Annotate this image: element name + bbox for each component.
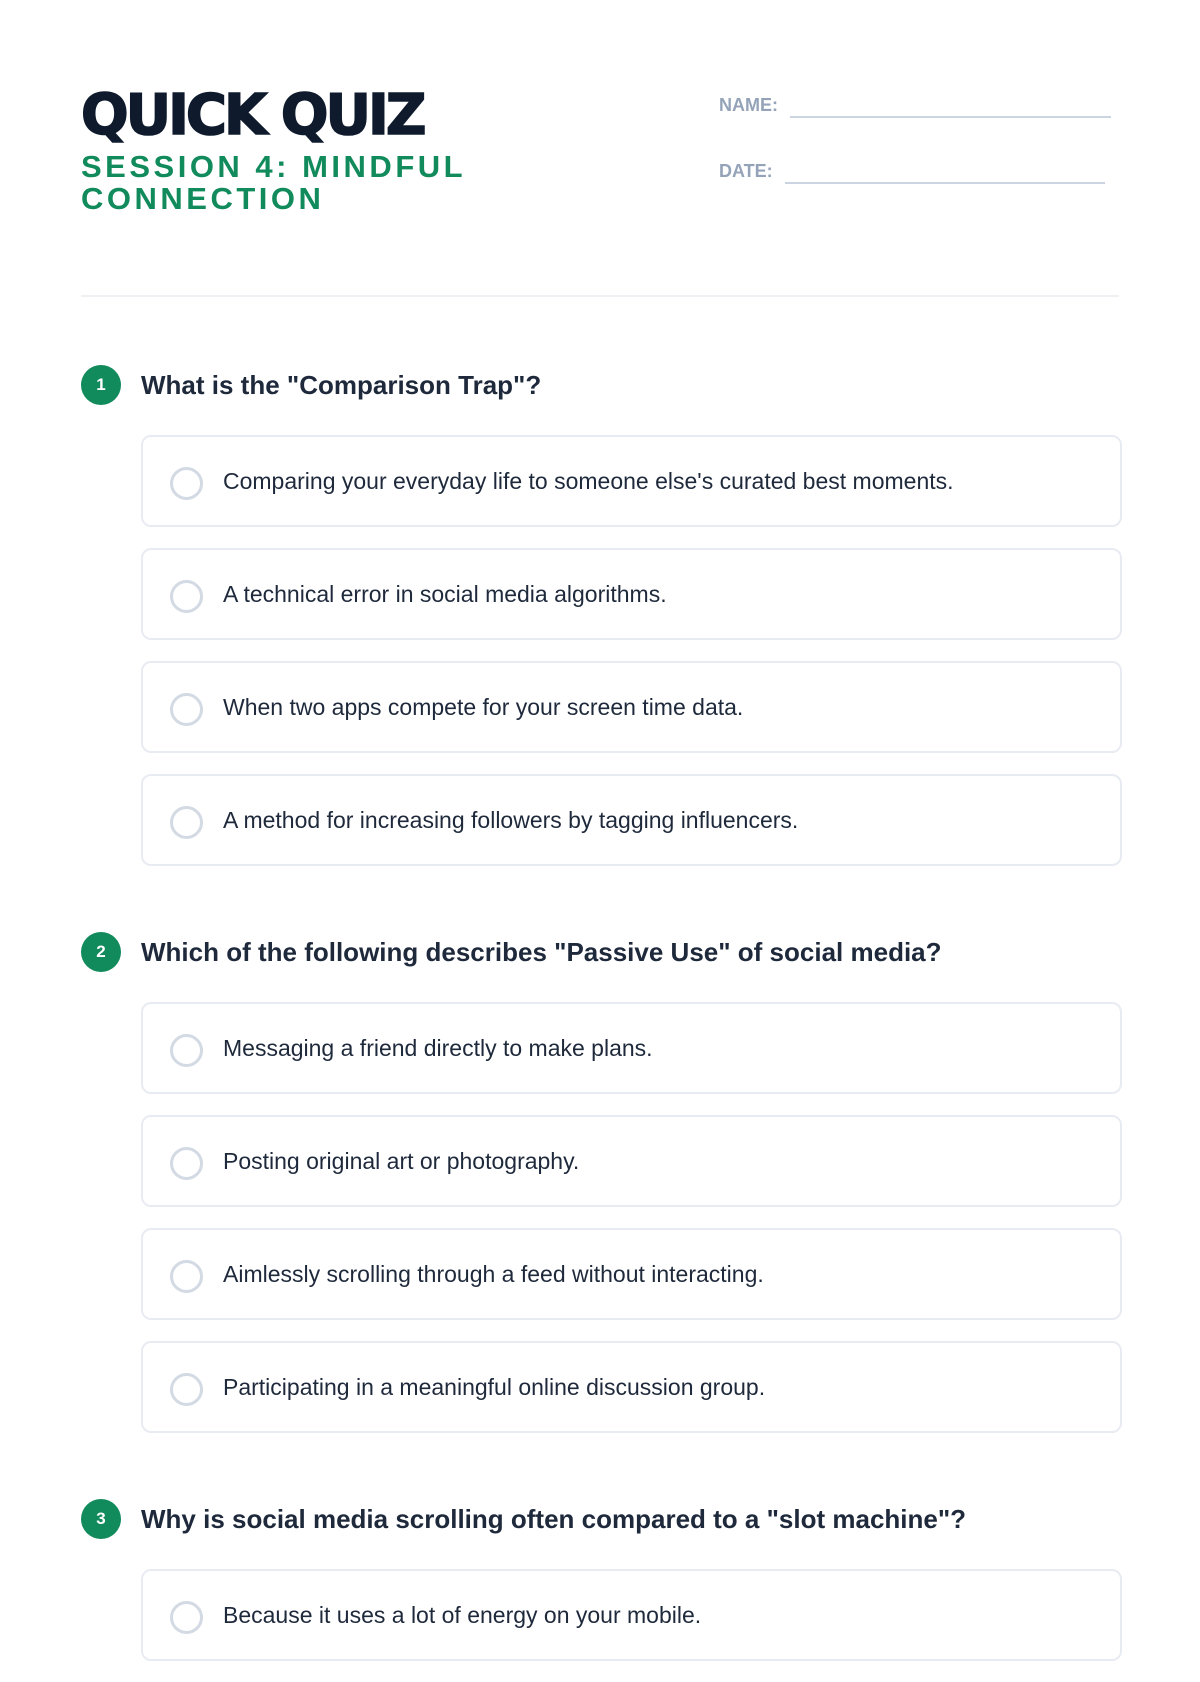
radio-button[interactable] — [170, 467, 203, 500]
question-3 — [81, 1499, 1122, 1628]
question-number-badge: 3 — [81, 1499, 121, 1539]
radio-button[interactable] — [170, 1373, 203, 1406]
quiz-header — [81, 0, 1119, 297]
date-label: DATE: — [719, 161, 773, 181]
answer-option[interactable] — [141, 435, 1122, 527]
radio-button[interactable] — [170, 1034, 203, 1067]
radio-button[interactable] — [170, 806, 203, 839]
answer-text: Aimlessly scrolling through a feed without interacting. — [223, 1261, 764, 1287]
question-text: Which of the following describes "Passive Use" of social media? — [141, 937, 942, 967]
answer-text: Comparing your everyday life to someone else's curated best moments. — [223, 468, 954, 494]
name-label: NAME: — [719, 95, 778, 115]
answer-text: A method for increasing followers by tagging influencers. — [223, 807, 799, 833]
question-number-badge: 2 — [81, 932, 121, 972]
question-number-badge: 1 — [81, 365, 121, 405]
answer-option[interactable] — [141, 1569, 1122, 1661]
radio-button[interactable] — [170, 1601, 203, 1634]
question-header — [81, 932, 1122, 972]
answer-option[interactable] — [141, 774, 1122, 866]
answer-text: Participating in a meaningful online discussion group. — [223, 1374, 766, 1400]
answer-option[interactable] — [141, 661, 1122, 753]
question-header — [81, 365, 1122, 405]
answer-options — [141, 1002, 1122, 1454]
answer-option[interactable] — [141, 548, 1122, 640]
answer-option[interactable] — [141, 1115, 1122, 1207]
date-field[interactable] — [785, 152, 1105, 184]
answer-option[interactable] — [141, 1341, 1122, 1433]
answer-text: When two apps compete for your screen time data. — [223, 694, 744, 720]
answer-text: Messaging a friend directly to make plans. — [223, 1035, 653, 1061]
question-header — [81, 1499, 1122, 1539]
answer-options — [141, 435, 1122, 887]
question-1 — [81, 365, 1122, 833]
date-row — [719, 152, 1105, 184]
radio-button[interactable] — [170, 580, 203, 613]
radio-button[interactable] — [170, 1147, 203, 1180]
answer-text: Because it uses a lot of energy on your mobile. — [223, 1602, 702, 1628]
session-subtitle: SESSION 4: MINDFUL CONNECTION — [81, 149, 466, 216]
answer-option[interactable] — [141, 1002, 1122, 1094]
answer-text: A technical error in social media algorithms. — [223, 581, 667, 607]
name-row — [719, 86, 1111, 118]
answer-options — [141, 1569, 1122, 1682]
radio-button[interactable] — [170, 1260, 203, 1293]
quiz-title: QUICK QUIZ — [81, 83, 424, 148]
question-text: What is the "Comparison Trap"? — [141, 370, 542, 400]
question-text: Why is social media scrolling often compared to a "slot machine"? — [141, 1504, 967, 1534]
name-field[interactable] — [790, 86, 1111, 118]
answer-option[interactable] — [141, 1228, 1122, 1320]
radio-button[interactable] — [170, 693, 203, 726]
answer-text: Posting original art or photography. — [223, 1148, 580, 1174]
question-2 — [81, 932, 1122, 1400]
